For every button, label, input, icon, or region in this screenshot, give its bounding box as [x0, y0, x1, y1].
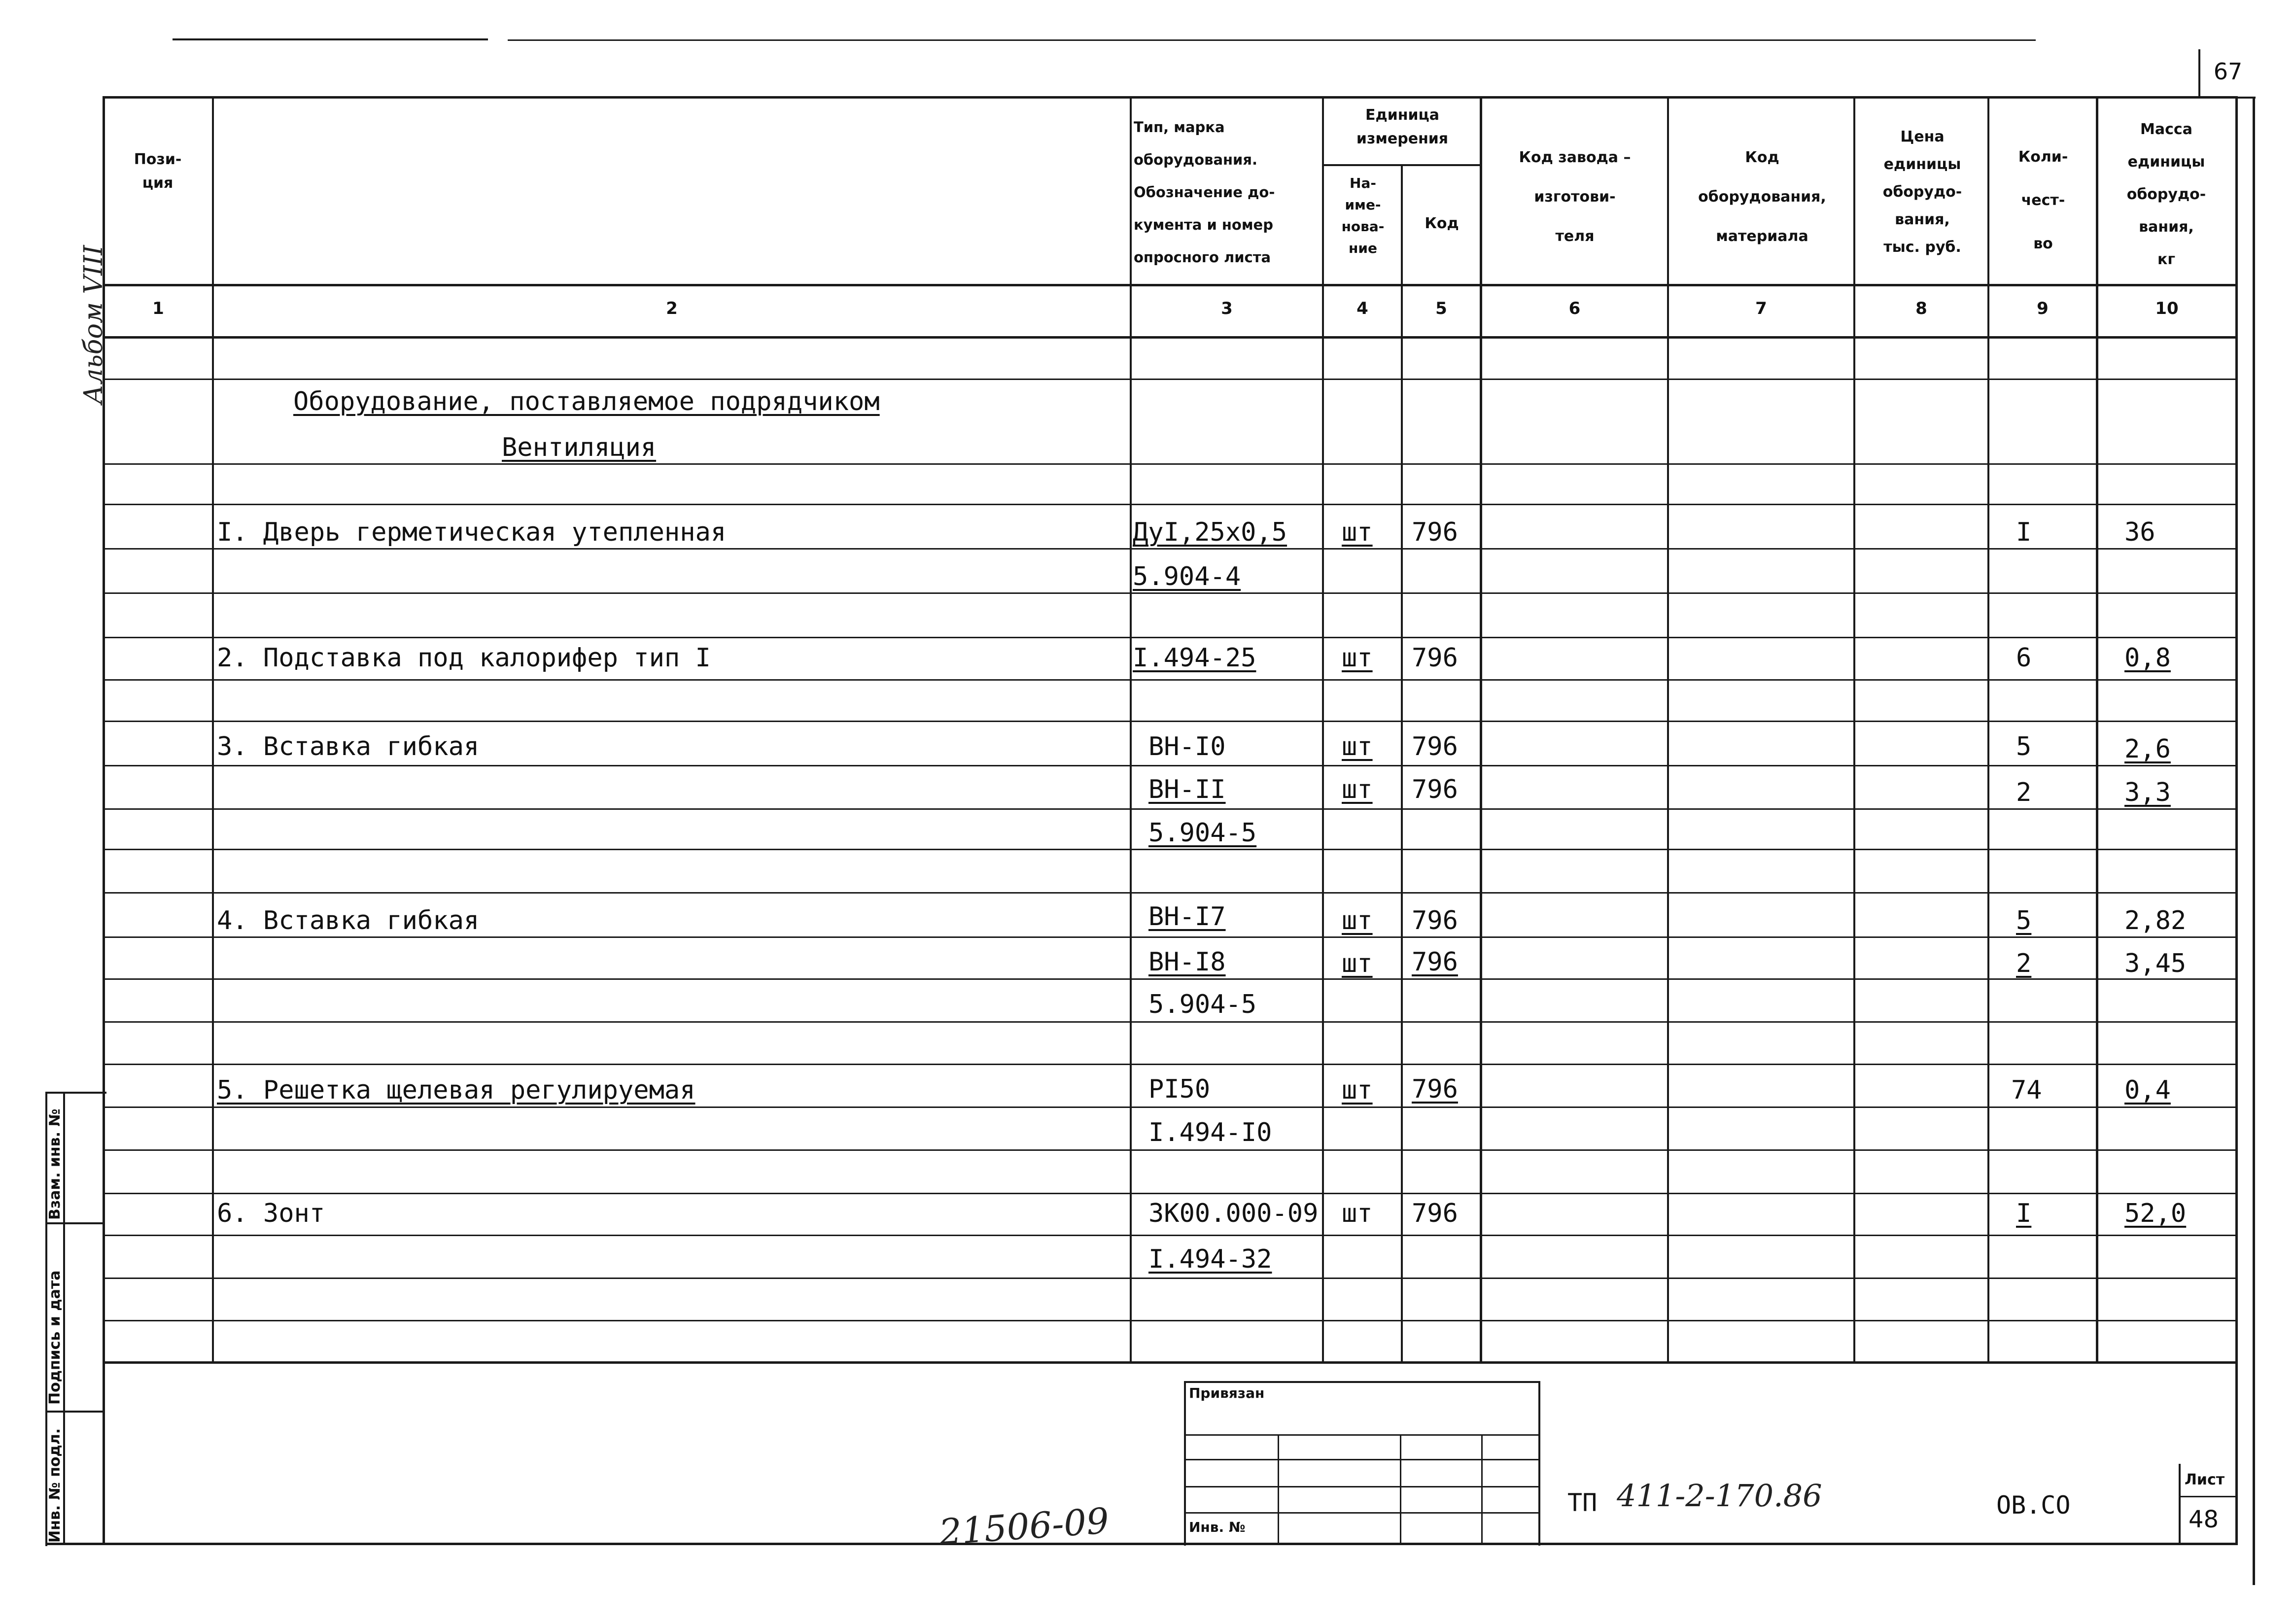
row-line — [104, 463, 2235, 465]
privyazan-label: Привязан — [1189, 1385, 1265, 1401]
header-bottom-line — [103, 284, 2238, 286]
row-line — [104, 978, 2235, 980]
item-qty: 6 — [2016, 643, 2032, 673]
item-name: 3. Вставка гибкая — [217, 732, 480, 761]
col-line-6 — [1667, 96, 1669, 1363]
unit-group-line — [1322, 164, 1480, 166]
col-line-5 — [1480, 96, 1482, 1363]
stamp-label-vzam: Взам. инв. № — [46, 1108, 64, 1220]
col-line-8 — [1987, 96, 1989, 1363]
privyazan-line — [1184, 1512, 1538, 1514]
item-unit: шт — [1342, 732, 1373, 761]
item-name: 4. Вставка гибкая — [217, 906, 480, 935]
item-code: 796 — [1412, 518, 1458, 547]
item-mass: 0,4 — [2124, 1075, 2171, 1105]
col-line-9 — [2096, 96, 2098, 1363]
left-stamp-sep — [45, 1411, 104, 1413]
item-code: 796 — [1412, 643, 1458, 673]
row-line — [104, 808, 2235, 810]
col-number: 10 — [2155, 299, 2179, 318]
row-line — [104, 765, 2235, 766]
row-line — [104, 548, 2235, 550]
item-name: I. Дверь герметическая утепленная — [217, 518, 727, 547]
row-line — [104, 637, 2235, 638]
item-qty: 74 — [2011, 1075, 2042, 1105]
page-number: 67 — [2213, 58, 2243, 85]
sheet-number: 48 — [2189, 1506, 2219, 1533]
section-title: Оборудование, поставляемое подрядчиком — [293, 387, 880, 416]
item-type: ВН-I8 — [1148, 947, 1226, 977]
item-name: 5. Решетка щелевая регулируемая — [217, 1075, 695, 1105]
row-line — [104, 592, 2235, 594]
doc-suffix: ОВ.СО — [1996, 1491, 2071, 1520]
col-line-3 — [1322, 96, 1324, 1363]
row-line — [104, 892, 2235, 894]
item-mass: 3,3 — [2124, 778, 2171, 807]
row-line — [104, 1149, 2235, 1151]
item-qty: 2 — [2016, 778, 2032, 807]
item-type: ВН-I7 — [1148, 902, 1226, 932]
item-name: 2. Подставка под калорифер тип I — [217, 643, 711, 673]
item-type: I.494-25 — [1133, 643, 1256, 673]
header-quantity: Коли- чест- во — [2018, 148, 2068, 252]
col-number: 6 — [1568, 299, 1581, 318]
col-number: 3 — [1221, 299, 1233, 318]
item-qty: 5 — [2016, 732, 2032, 761]
row-line — [104, 1235, 2235, 1236]
stamp-label-inv-podl: Инв. № подл. — [46, 1428, 64, 1543]
header-equipment-code: Код оборудования, материала — [1698, 149, 1826, 245]
table-right-border — [2235, 96, 2238, 1545]
item-mass: 52,0 — [2124, 1199, 2187, 1228]
item-mass: 2,82 — [2124, 906, 2187, 935]
item-unit: шт — [1342, 1075, 1373, 1105]
row-line — [104, 379, 2235, 380]
privyazan-col — [1400, 1434, 1401, 1544]
header-unit-name: Единица измерения — [1356, 106, 1449, 147]
item-code: 796 — [1412, 775, 1458, 804]
item-code: 796 — [1412, 947, 1458, 977]
row-line — [104, 1106, 2235, 1108]
sheet-box-line — [2179, 1496, 2235, 1497]
row-line — [104, 1064, 2235, 1065]
privyazan-col — [1278, 1434, 1279, 1544]
item-type: ВН-I0 — [1148, 732, 1226, 761]
item-unit: шт — [1342, 518, 1373, 547]
item-mass: 36 — [2124, 518, 2155, 547]
item-unit: шт — [1342, 775, 1373, 804]
header-type: Тип, марка оборудования. Обозначение до- кумента и номер опросного листа — [1134, 119, 1275, 266]
item-type: ВН-II — [1148, 775, 1226, 804]
header-position: Пози- ция — [134, 151, 182, 192]
item-unit: шт — [1342, 643, 1373, 673]
item-qty: 5 — [2016, 906, 2032, 935]
col-number: 8 — [1915, 299, 1927, 318]
item-qty: 2 — [2016, 949, 2032, 978]
col-line-7 — [1853, 96, 1855, 1363]
row-line — [104, 849, 2235, 850]
sheet-label: Лист — [2185, 1471, 2225, 1488]
item-type: I.494-32 — [1148, 1244, 1272, 1274]
item-type: 5.904-4 — [1133, 562, 1241, 591]
item-type: 3К00.000-09 — [1148, 1199, 1319, 1228]
top-decor-line-2 — [508, 39, 2036, 41]
item-unit: шт — [1342, 1199, 1373, 1228]
frame-bottom-line — [45, 1543, 2238, 1545]
item-code: 796 — [1412, 1199, 1458, 1228]
row-line — [104, 504, 2235, 505]
item-type: ДуI,25х0,5 — [1133, 518, 1287, 547]
privyazan-line — [1184, 1486, 1538, 1487]
col-line-1 — [212, 96, 214, 1363]
row-line — [104, 1193, 2235, 1194]
item-type: РI50 — [1148, 1074, 1211, 1104]
col-line-4 — [1401, 165, 1403, 1363]
header-price: Цена единицы оборудо- вания, тыс. руб. — [1882, 128, 1962, 256]
item-unit: шт — [1342, 949, 1373, 978]
header-mass: Масса единицы оборудо- вания, кг — [2126, 121, 2206, 268]
row-line — [104, 679, 2235, 681]
right-border — [2253, 97, 2255, 1585]
row-line — [104, 721, 2235, 722]
doc-number: 411-2-170.86 — [1617, 1478, 1822, 1514]
col-number: 7 — [1755, 299, 1767, 318]
item-qty: I — [2016, 1199, 2032, 1228]
col-line-2 — [1130, 96, 1132, 1363]
item-code: 796 — [1412, 732, 1458, 761]
numbers-bottom-line — [103, 336, 2238, 339]
privyazan-line — [1184, 1459, 1538, 1460]
item-code: 796 — [1412, 906, 1458, 935]
row-line — [104, 936, 2235, 938]
col-number: 2 — [666, 299, 678, 318]
item-code: 796 — [1412, 1074, 1458, 1104]
col-number: 9 — [2037, 299, 2049, 318]
left-stamp-sep — [45, 1222, 104, 1224]
subsection-title: Вентиляция — [502, 433, 657, 462]
inv-no-label: Инв. № — [1189, 1519, 1246, 1535]
top-decor-line-1 — [173, 38, 488, 40]
item-name: 6. Зонт — [217, 1199, 325, 1228]
body-bottom-line — [103, 1361, 2238, 1364]
header-factory-code: Код завода – изготови- теля — [1519, 149, 1631, 245]
album-mark: Альбом VIII — [79, 245, 108, 404]
header-unit-code: Код — [1425, 215, 1459, 232]
col-number: 5 — [1435, 299, 1447, 318]
item-mass: 3,45 — [2124, 949, 2187, 978]
item-type: 5.904-5 — [1148, 990, 1257, 1019]
header-unit-group: На- име- нова- ние — [1341, 175, 1385, 256]
item-qty: I — [2016, 518, 2032, 547]
privyazan-col — [1481, 1434, 1483, 1544]
col-number: 1 — [152, 299, 164, 318]
row-line — [104, 1320, 2235, 1321]
privyazan-line — [1184, 1434, 1538, 1436]
item-mass: 0,8 — [2124, 643, 2171, 673]
row-line — [104, 1278, 2235, 1279]
archive-number: 21506-09 — [938, 1500, 1111, 1553]
row-line — [104, 1021, 2235, 1023]
item-unit: шт — [1342, 906, 1373, 935]
item-mass: 2,6 — [2124, 734, 2171, 764]
col-number: 4 — [1356, 299, 1368, 318]
item-type: I.494-I0 — [1148, 1118, 1272, 1147]
table-top-border — [103, 96, 2238, 99]
doc-prefix: ТП — [1567, 1488, 1598, 1517]
stamp-label-signature: Подпись и дата — [46, 1270, 64, 1405]
item-type: 5.904-5 — [1148, 818, 1257, 848]
